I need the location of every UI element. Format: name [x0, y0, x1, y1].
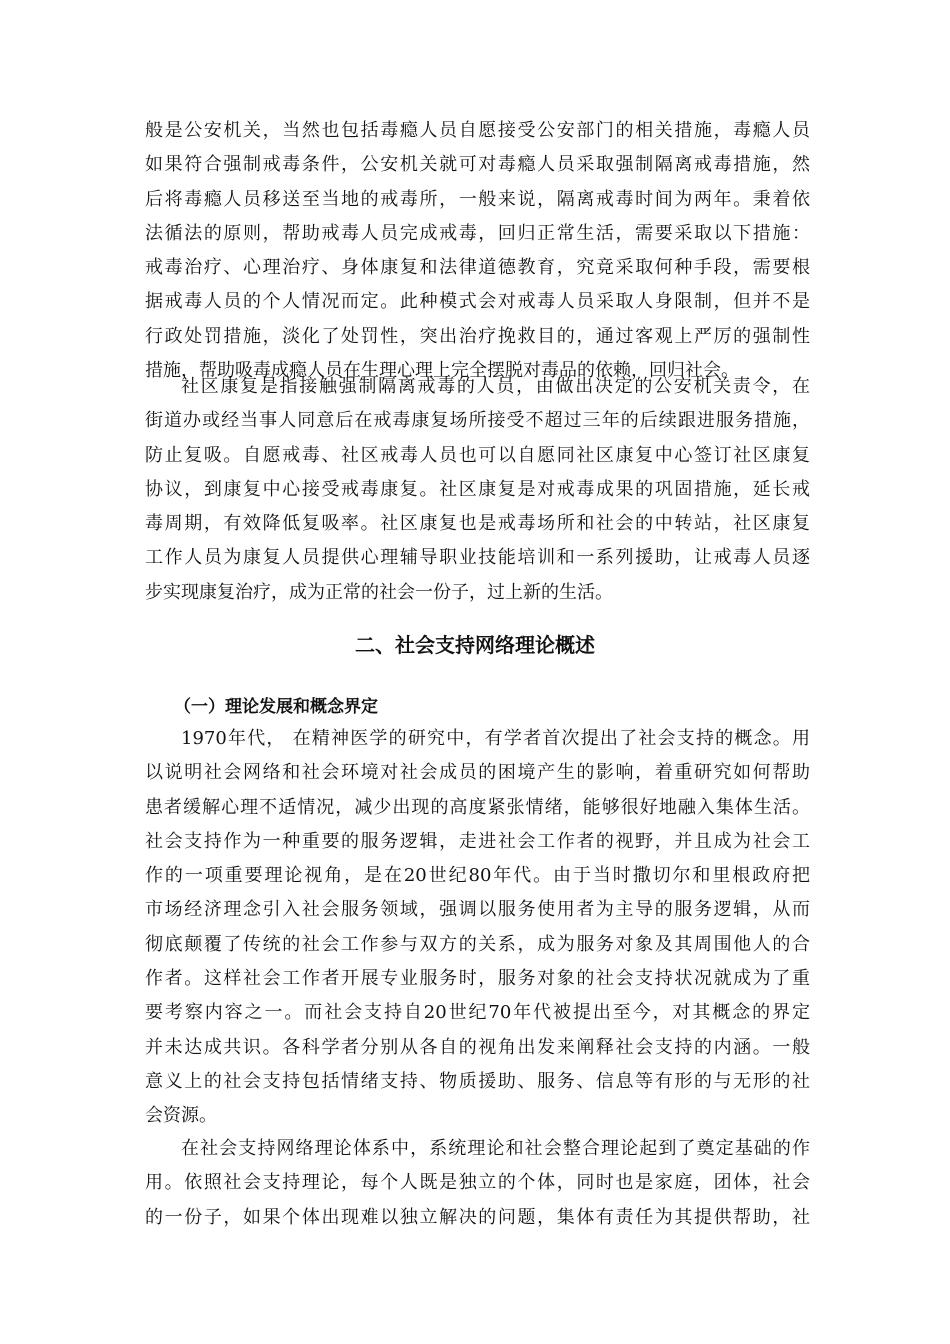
- text-line: 并未达成共识。各科学者分别从各自的视角出发来阐释社会支持的内涵。一般: [145, 1036, 810, 1058]
- text-line: 患者缓解心理不适情况，减少出现的高度紧张情绪，能够很好地融入集体生活。: [145, 796, 810, 818]
- text-line: 在社会支持网络理论体系中，系统理论和社会整合理论起到了奠定基础的作: [181, 1138, 810, 1159]
- section-heading: 二、社会支持网络理论概述: [355, 633, 595, 657]
- text-line: 彻底颠覆了传统的社会工作参与双方的关系，成为服务对象及其周围他人的合: [145, 933, 810, 955]
- text-line: 步实现康复治疗，成为正常的社会一份子，过上新的生活。: [145, 581, 613, 603]
- text-line: 措施，帮助吸毒成瘾人员在生理心理上完全摆脱对毒品的依赖，回归社会。: [145, 360, 739, 382]
- text-line: 后将毒瘾人员移送至当地的戒毒所，一般来说，隔离戒毒时间为两年。秉着依: [145, 188, 810, 210]
- text-line: 行政处罚措施，淡化了处罚性，突出治疗挽救目的，通过客观上严厉的强制性: [145, 325, 810, 347]
- text-line: 街道办或经当事人同意后在戒毒康复场所接受不超过三年的后续跟进服务措施，: [145, 410, 810, 432]
- text-line: 戒毒治疗、心理治疗、身体康复和法律道德教育，究竟采取何种手段，需要根: [145, 257, 810, 279]
- paragraph-theory-development: [145, 722, 810, 1134]
- text-line: 法循法的原则，帮助戒毒人员完成戒毒，回归正常生活，需要采取以下措施：: [145, 222, 810, 244]
- text-line: 据戒毒人员的个人情况而定。此种模式会对戒毒人员采取人身限制，但并不是: [145, 291, 810, 313]
- paragraph-system-theory: [145, 1132, 810, 1235]
- paragraph-community-rehab: [145, 370, 810, 610]
- text-line: 会资源。: [145, 1105, 217, 1127]
- paragraph-compulsory-detox: [145, 114, 810, 388]
- text-line: 毒周期，有效降低复吸率。社区康复也是戒毒场所和社会的中转站，社区康复: [145, 513, 810, 535]
- text-line: 协议，到康复中心接受戒毒康复。社区康复是对戒毒成果的巩固措施，延长戒: [145, 478, 810, 500]
- text-line: 作者。这样社会工作者开展专业服务时，服务对象的社会支持状况就成为了重: [145, 968, 810, 990]
- text-line: 1970年代， 在精神医学的研究中，有学者首次提出了社会支持的概念。用: [181, 728, 810, 749]
- text-line: 作的一项重要理论视角，是在20世纪80年代。由于当时撒切尔和里根政府把: [145, 865, 810, 887]
- text-line: 市场经济理念引入社会服务领域，强调以服务使用者为主导的服务逻辑，从而: [145, 899, 810, 921]
- text-line: 的一份子，如果个体出现难以独立解决的问题，集体有责任为其提供帮助，社: [145, 1206, 810, 1228]
- text-line: 社会支持作为一种重要的服务逻辑，走进社会工作者的视野，并且成为社会工: [145, 830, 810, 852]
- text-line: 防止复吸。自愿戒毒、社区戒毒人员也可以自愿同社区康复中心签订社区康复: [145, 444, 810, 466]
- subsection-heading: （一）理论发展和概念界定: [174, 697, 378, 717]
- text-line: 意义上的社会支持包括情绪支持、物质援助、服务、信息等有形的与无形的社: [145, 1070, 810, 1092]
- text-line: 社区康复是指接触强制隔离戒毒的人员，由做出决定的公安机关责令，在: [181, 376, 810, 397]
- text-line: 般是公安机关，当然也包括毒瘾人员自愿接受公安部门的相关措施，毒瘾人员: [145, 120, 810, 141]
- text-line: 工作人员为康复人员提供心理辅导职业技能培训和一系列援助，让戒毒人员逐: [145, 547, 810, 569]
- text-line: 用。依照社会支持理论，每个人既是独立的个体，同时也是家庭，团体，社会: [145, 1172, 810, 1194]
- text-line: 要考察内容之一。而社会支持自20世纪70年代被提出至今，对其概念的界定: [145, 1002, 810, 1024]
- text-line: 如果符合强制戒毒条件，公安机关就可对毒瘾人员采取强制隔离戒毒措施，然: [145, 154, 810, 176]
- text-line: 以说明社会网络和社会环境对社会成员的困境产生的影响，着重研究如何帮助: [145, 762, 810, 784]
